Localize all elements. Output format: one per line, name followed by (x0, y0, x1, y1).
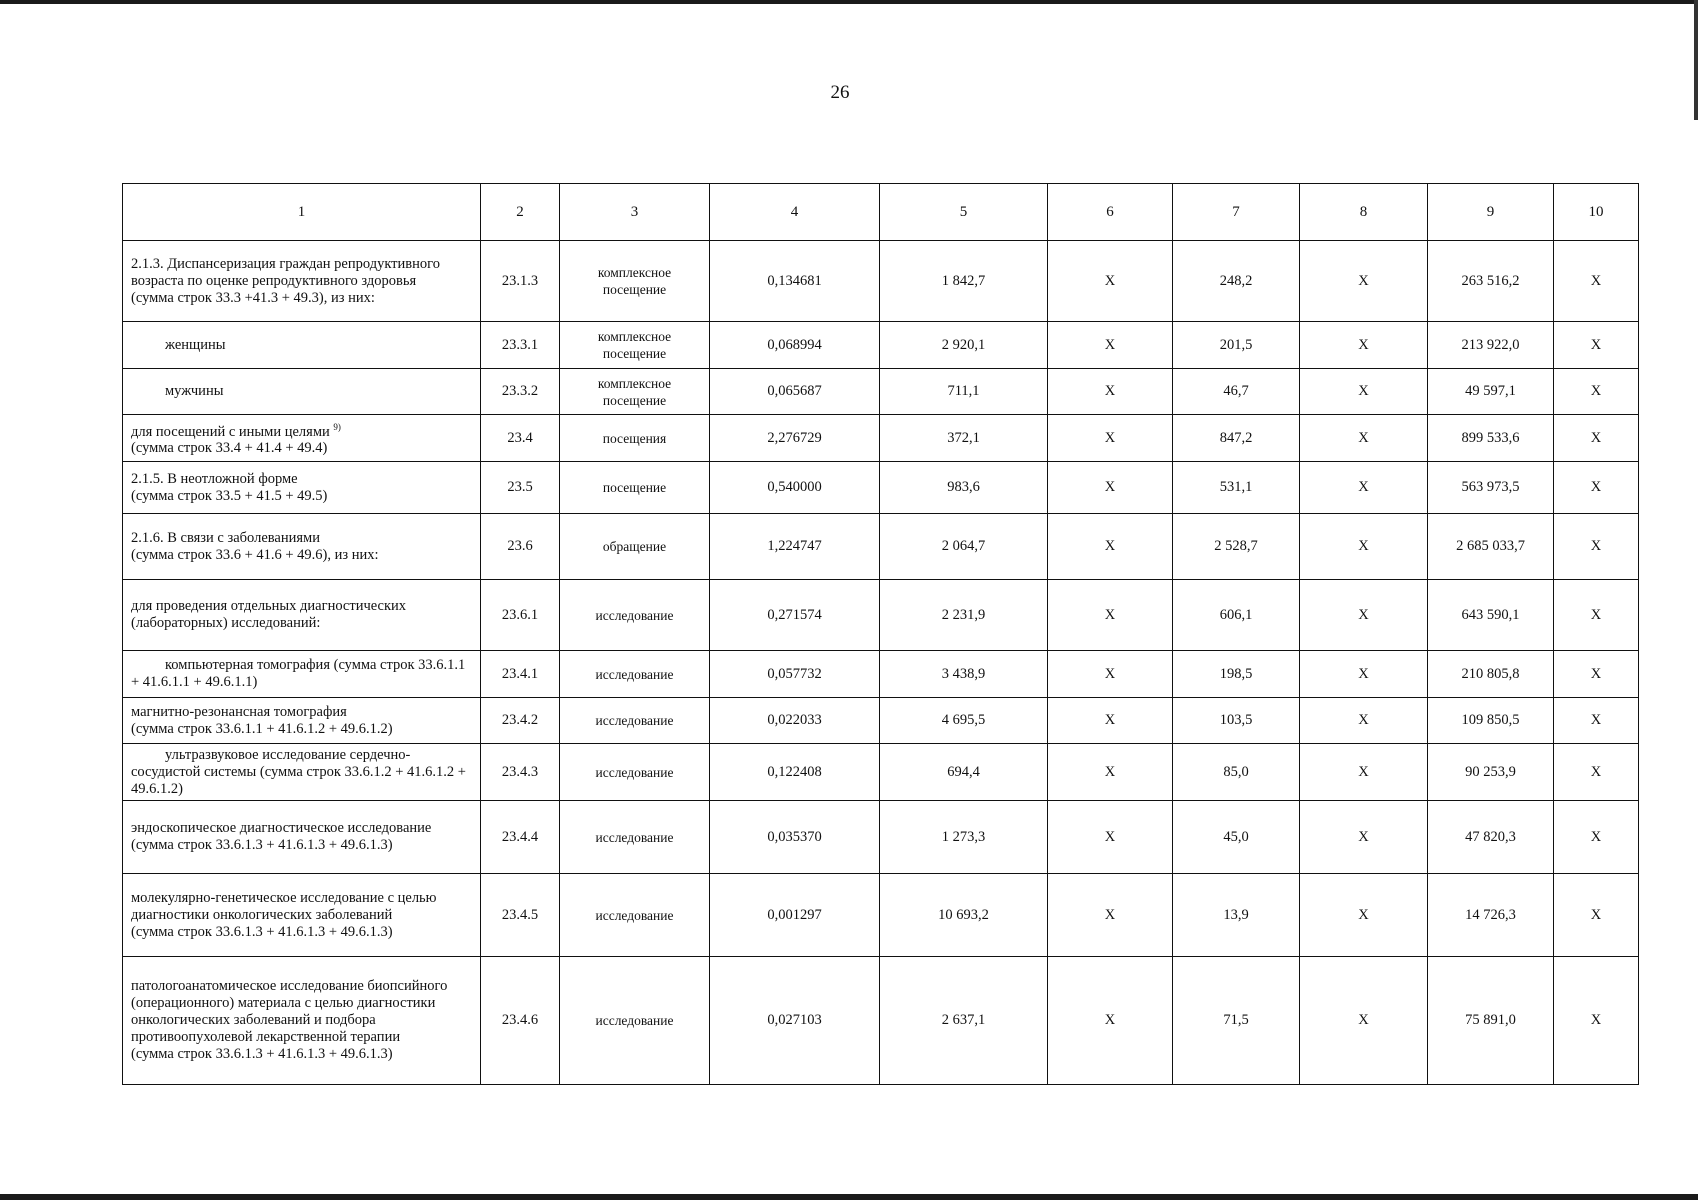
row-value-c7: 45,0 (1173, 801, 1300, 874)
row-value-c7: 13,9 (1173, 874, 1300, 957)
row-code: 23.4.2 (481, 698, 560, 744)
row-code: 23.6 (481, 514, 560, 580)
row-value-c5: 2 231,9 (880, 580, 1048, 651)
row-value-c10: X (1554, 462, 1639, 514)
row-value-c9: 2 685 033,7 (1428, 514, 1554, 580)
scan-edge-top (0, 0, 1698, 4)
row-value-c9: 75 891,0 (1428, 957, 1554, 1085)
row-value-c8: X (1300, 744, 1428, 801)
row-value-c8: X (1300, 415, 1428, 462)
row-value-c5: 1 842,7 (880, 241, 1048, 322)
row-unit: комплексное посещение (560, 241, 710, 322)
page-number: 26 (830, 82, 850, 103)
row-label-cell (123, 801, 481, 874)
table-row (123, 322, 1639, 369)
row-value-c4: 2,276729 (710, 415, 880, 462)
row-value-c7: 71,5 (1173, 957, 1300, 1085)
row-value-c5: 2 920,1 (880, 322, 1048, 369)
row-value-c7: 531,1 (1173, 462, 1300, 514)
row-value-c7: 103,5 (1173, 698, 1300, 744)
row-value-c10: X (1554, 580, 1639, 651)
row-value-c10: X (1554, 241, 1639, 322)
row-label: магнитно-резонансная томография (131, 703, 347, 720)
row-label-cell (123, 415, 481, 462)
row-code: 23.3.2 (481, 369, 560, 415)
row-code: 23.4.6 (481, 957, 560, 1085)
header-cell: 5 (880, 184, 1048, 241)
row-unit: посещения (560, 415, 710, 462)
row-unit: исследование (560, 957, 710, 1085)
row-value-c10: X (1554, 415, 1639, 462)
row-unit: комплексное посещение (560, 322, 710, 369)
row-value-c7: 201,5 (1173, 322, 1300, 369)
row-value-c4: 0,134681 (710, 241, 880, 322)
row-code: 23.4.3 (481, 744, 560, 801)
row-value-c8: X (1300, 698, 1428, 744)
row-value-c4: 1,224747 (710, 514, 880, 580)
table-row (123, 651, 1639, 698)
header-cell: 10 (1554, 184, 1639, 241)
row-label: для проведения отдельных диагностических (лабораторных) исследований: (123, 580, 481, 651)
row-formula: (сумма строк 33.6.1.3 + 41.6.1.3 + 49.6.1.3) (131, 1046, 393, 1062)
row-value-c5: 2 637,1 (880, 957, 1048, 1085)
row-value-c5: 711,1 (880, 369, 1048, 415)
header-cell: 7 (1173, 184, 1300, 241)
row-value-c6: X (1048, 744, 1173, 801)
row-unit: посещение (560, 462, 710, 514)
row-value-c8: X (1300, 322, 1428, 369)
table-row (123, 415, 1639, 462)
row-label: компьютерная томография (сумма строк 33.6.1.1 + 41.6.1.1 + 49.6.1.1) (123, 651, 481, 698)
row-value-c9: 210 805,8 (1428, 651, 1554, 698)
row-value-c8: X (1300, 801, 1428, 874)
table-row (123, 369, 1639, 415)
table-row (123, 801, 1639, 874)
row-value-c7: 2 528,7 (1173, 514, 1300, 580)
row-value-c4: 0,035370 (710, 801, 880, 874)
row-label: ультразвуковое исследование сердечно-сосудистой системы (сумма строк 33.6.1.2 + 41.6.1.2 + 49.6.1.2) (123, 744, 481, 801)
row-value-c5: 4 695,5 (880, 698, 1048, 744)
row-label: 2.1.3. Диспансеризация граждан репродуктивного возраста по оценке репродуктивного здоровья (131, 255, 440, 289)
row-value-c6: X (1048, 462, 1173, 514)
row-value-c8: X (1300, 241, 1428, 322)
row-label-cell (123, 698, 481, 744)
row-label-cell (123, 957, 481, 1085)
row-value-c8: X (1300, 874, 1428, 957)
row-value-c6: X (1048, 415, 1173, 462)
row-formula: (сумма строк 33.5 + 41.5 + 49.5) (131, 487, 328, 504)
row-value-c7: 248,2 (1173, 241, 1300, 322)
row-value-c4: 0,001297 (710, 874, 880, 957)
row-value-c9: 643 590,1 (1428, 580, 1554, 651)
row-value-c4: 0,057732 (710, 651, 880, 698)
row-label: для посещений с иными целями (131, 423, 330, 440)
table-row (123, 874, 1639, 957)
row-label-cell (123, 874, 481, 957)
row-code: 23.4 (481, 415, 560, 462)
row-value-c9: 899 533,6 (1428, 415, 1554, 462)
data-table (122, 183, 1639, 1085)
row-formula: (сумма строк 33.6.1.3 + 41.6.1.3 + 49.6.1.3) (131, 923, 393, 940)
row-code: 23.4.4 (481, 801, 560, 874)
row-code: 23.6.1 (481, 580, 560, 651)
row-value-c6: X (1048, 580, 1173, 651)
row-value-c10: X (1554, 957, 1639, 1085)
row-value-c5: 372,1 (880, 415, 1048, 462)
row-value-c6: X (1048, 698, 1173, 744)
row-value-c5: 694,4 (880, 744, 1048, 801)
row-formula: (сумма строк 33.6 + 41.6 + 49.6), из них: (131, 546, 379, 563)
row-value-c4: 0,068994 (710, 322, 880, 369)
row-unit: исследование (560, 874, 710, 957)
footnote-marker: 9) (333, 421, 341, 432)
row-value-c6: X (1048, 514, 1173, 580)
row-value-c9: 109 850,5 (1428, 698, 1554, 744)
row-value-c10: X (1554, 874, 1639, 957)
row-value-c8: X (1300, 651, 1428, 698)
row-value-c4: 0,027103 (710, 957, 880, 1085)
row-value-c10: X (1554, 514, 1639, 580)
header-cell: 6 (1048, 184, 1173, 241)
row-formula: (сумма строк 33.6.1.1 + 41.6.1.2 + 49.6.1.2) (131, 720, 393, 737)
row-value-c4: 0,540000 (710, 462, 880, 514)
row-value-c9: 14 726,3 (1428, 874, 1554, 957)
row-formula: (сумма строк 33.6.1.3 + 41.6.1.3 + 49.6.1.3) (131, 837, 393, 853)
table-row (123, 514, 1639, 580)
row-code: 23.1.3 (481, 241, 560, 322)
row-value-c10: X (1554, 801, 1639, 874)
row-value-c5: 10 693,2 (880, 874, 1048, 957)
row-value-c5: 1 273,3 (880, 801, 1048, 874)
row-unit: обращение (560, 514, 710, 580)
scan-edge-right (1694, 0, 1698, 120)
table-header-row (123, 184, 1639, 241)
header-cell: 9 (1428, 184, 1554, 241)
row-value-c9: 263 516,2 (1428, 241, 1554, 322)
scan-edge-bottom (0, 1194, 1698, 1200)
row-value-c7: 198,5 (1173, 651, 1300, 698)
row-value-c10: X (1554, 698, 1639, 744)
row-value-c9: 90 253,9 (1428, 744, 1554, 801)
row-unit: исследование (560, 580, 710, 651)
row-value-c4: 0,065687 (710, 369, 880, 415)
row-value-c9: 49 597,1 (1428, 369, 1554, 415)
row-value-c10: X (1554, 651, 1639, 698)
row-value-c6: X (1048, 651, 1173, 698)
row-value-c5: 2 064,7 (880, 514, 1048, 580)
row-unit: комплексное посещение (560, 369, 710, 415)
row-value-c8: X (1300, 462, 1428, 514)
row-value-c6: X (1048, 322, 1173, 369)
row-label: эндоскопическое диагностическое исследование (131, 820, 432, 836)
table-row (123, 957, 1639, 1085)
header-cell: 1 (123, 184, 481, 241)
row-value-c6: X (1048, 957, 1173, 1085)
row-value-c5: 3 438,9 (880, 651, 1048, 698)
header-cell: 8 (1300, 184, 1428, 241)
row-label: женщины (123, 322, 481, 369)
row-code: 23.5 (481, 462, 560, 514)
row-value-c6: X (1048, 801, 1173, 874)
header-cell: 2 (481, 184, 560, 241)
row-value-c7: 606,1 (1173, 580, 1300, 651)
row-unit: исследование (560, 651, 710, 698)
row-value-c8: X (1300, 957, 1428, 1085)
row-label-cell (123, 462, 481, 514)
row-unit: исследование (560, 744, 710, 801)
row-value-c8: X (1300, 369, 1428, 415)
table-row (123, 462, 1639, 514)
row-value-c10: X (1554, 322, 1639, 369)
row-label: 2.1.5. В неотложной форме (131, 470, 298, 487)
row-value-c4: 0,122408 (710, 744, 880, 801)
row-label-cell (123, 241, 481, 322)
table-row (123, 698, 1639, 744)
row-value-c10: X (1554, 369, 1639, 415)
row-value-c7: 46,7 (1173, 369, 1300, 415)
row-label: молекулярно-генетическое исследование с целью диагностики онкологических заболеваний (131, 889, 437, 923)
row-value-c5: 983,6 (880, 462, 1048, 514)
row-code: 23.3.1 (481, 322, 560, 369)
table-row (123, 744, 1639, 801)
row-value-c9: 213 922,0 (1428, 322, 1554, 369)
row-label: мужчины (123, 369, 481, 415)
row-value-c6: X (1048, 241, 1173, 322)
row-value-c6: X (1048, 874, 1173, 957)
table-row (123, 580, 1639, 651)
row-code: 23.4.5 (481, 874, 560, 957)
row-value-c7: 847,2 (1173, 415, 1300, 462)
row-formula: (сумма строк 33.4 + 41.4 + 49.4) (131, 440, 328, 457)
row-value-c4: 0,022033 (710, 698, 880, 744)
row-value-c9: 47 820,3 (1428, 801, 1554, 874)
row-unit: исследование (560, 698, 710, 744)
row-value-c8: X (1300, 514, 1428, 580)
row-label-cell (123, 514, 481, 580)
row-value-c10: X (1554, 744, 1639, 801)
row-value-c8: X (1300, 580, 1428, 651)
row-value-c4: 0,271574 (710, 580, 880, 651)
row-label: патологоанатомическое исследование биопсийного (операционного) материала с целью диагностики онкологических заболеваний и подбора противоопухолевой лекарственной терапии (131, 978, 448, 1045)
header-cell: 4 (710, 184, 880, 241)
row-value-c9: 563 973,5 (1428, 462, 1554, 514)
row-code: 23.4.1 (481, 651, 560, 698)
header-cell: 3 (560, 184, 710, 241)
row-value-c6: X (1048, 369, 1173, 415)
row-unit: исследование (560, 801, 710, 874)
row-label: 2.1.6. В связи с заболеваниями (131, 529, 320, 546)
row-formula: (сумма строк 33.3 +41.3 + 49.3), из них: (131, 289, 375, 306)
table-row (123, 241, 1639, 322)
row-value-c7: 85,0 (1173, 744, 1300, 801)
